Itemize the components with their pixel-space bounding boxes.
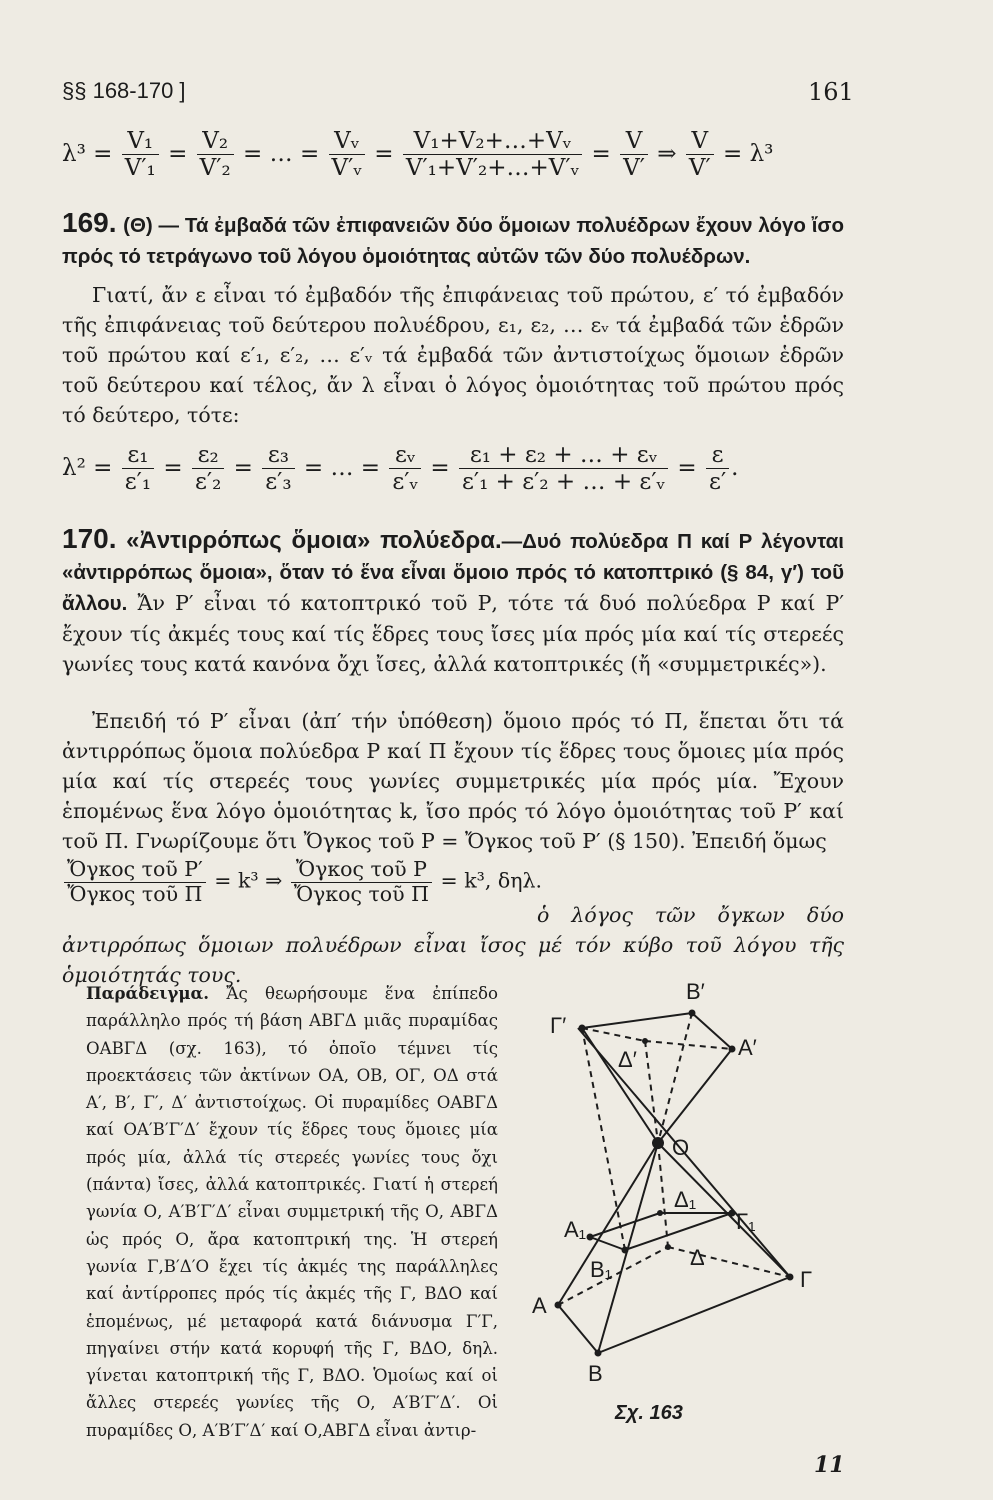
section-169-body: Γιατί, ἄν ε εἶναι τό ἐμβαδόν τῆς ἐπιφάνειας τοῦ πρώτου, ε′ τό ἐμβαδόν τῆς ἐπιφάνειας τοῦ δεύτερου πολυέδρου, ε₁, ε₂, … εᵥ τά ἐμβαδά τῶν ἑδρῶν τοῦ πρώτου καί ε′₁, ε′₂, … ε′ᵥ τά ἐμβαδά τῶν ἀντιστοίχως ὅμοιων ἑδρῶν τοῦ δεύτερου καί τέλος, ἄν λ εἶναι ὁ λόγος ὁμοιότητας τοῦ πρώτου πρός τό δεύτερο, τότε: bbox=[62, 283, 844, 427]
edge-Gp-Dp bbox=[582, 1028, 645, 1041]
conclusion: ὁ λόγος τῶν ὄγκων δύο ἀντιρρόπως ὅμοιων πολυέδρων εἶναι ἴσος μέ τόν κύβο τοῦ λόγου τῆς ὁμοιότητάς τους. bbox=[62, 903, 844, 987]
label-Dp: Δ′ bbox=[618, 1047, 637, 1072]
section-170-body2: Ἐπειδή τό Ρ′ εἶναι (ἀπ′ τήν ὑπόθεση) ὅμοιο πρός τό Π, ἕπεται ὅτι τά ἀντιρρόπως ὅμοια πολύεδρα Ρ καί Π ἔχουν τίς ἕδρες τους ὅμοιες μία πρός μία καί τίς στερεές τους γωνίες συμμετρικές μία πρός μία. Ἔχουν ἑπομένως ἕνα λόγο ὁμοιότητας k, ἴσο πρός τό λόγο ὁμοιότητας τοῦ Ρ′ καί τοῦ Π. Γνωρίζουμε ὅτι Ὄγκος τοῦ Ρ = Ὄγκος τοῦ Ρ′ (§ 150). Ἐπειδή ὅμως bbox=[62, 709, 844, 853]
edge-D-G bbox=[668, 1247, 790, 1277]
antirropic-volume-equation: $\frac{\text{Ὄγκος τοῦ Ρ′}}{\text{Ὄγκος τοῦ Π}}$ = k³ ⇒ $\frac{\text{Ὄγκος τοῦ Ρ}}{\text{Ὄγκος τοῦ Π}}$ = k³, δηλ. bbox=[62, 858, 542, 906]
section-169-title: (Θ) — Τά ἐμβαδά τῶν ἐπιφανειῶν δύο ὅμοιων πολυέδρων ἔχουν λόγο ἴσο πρός τό τετράγωνο τοῦ λόγου ὁμοιότητας αὐτῶν τῶν δύο πολυέδρων. bbox=[62, 214, 844, 268]
label-D: Δ bbox=[690, 1245, 705, 1270]
label-G: Γ bbox=[800, 1267, 813, 1292]
edge-B-G bbox=[598, 1277, 790, 1353]
label-A1: Α₁ bbox=[564, 1217, 587, 1242]
edge-O-D bbox=[658, 1143, 668, 1247]
section-170-body1: Ἄν Ρ′ εἶναι τό κατοπτρικό τοῦ Ρ, τότε τά δυό πολύεδρα Ρ καί Ρ′ ἔχουν τίς ἀκμές τους καί τίς ἕδρες τους ἴσες μία πρός μία καί τίς στερεές γωνίες τους κατά κανόνα ὄχι ἴσες, ἀλλά κατοπτρικές (ἤ «συμμετρικές»). bbox=[62, 591, 844, 676]
edge-A-D bbox=[558, 1247, 668, 1305]
edge-Ap-O bbox=[658, 1049, 732, 1143]
section-170 bbox=[62, 524, 844, 679]
label-G1: Γ₁ bbox=[736, 1209, 756, 1234]
edge-Bp-Ap bbox=[692, 1013, 732, 1049]
section-170-number: 170. bbox=[62, 523, 117, 554]
example-text: Ἄς θεωρήσουμε ἕνα ἐπίπεδο παράλληλο πρός τή βάση ΑΒΓΔ μιᾶς πυραμίδας ΟΑΒΓΔ (σχ. 163), τό ὁποῖο τέμνει τίς προεκτάσεις τῶν ἀκτίνων ΟΑ, ΟΒ, ΟΓ, ΟΔ στά Α′, Β′, Γ′, Δ′ ἀντιστοίχως. Οἱ πυραμίδες ΟΑΒΓΔ καί ΟΑ′Β′Γ′Δ′ ἔχουν τίς ἕδρες τους ὅμοιες μία πρός μία, ἀλλά τίς στερεές γωνίες τους ὄχι (πάντα) ἴσες, ἀλλά κατοπτρικές. Γιατί ἡ στερεή γωνία Ο, Α′Β′Γ′Δ′ εἶναι συμμετρική τῆς Ο, ΑΒΓΔ ὡς πρός Ο, ἄρα κατοπτρική της. Ἡ στερεή γωνία Γ,Β′Δ′Ο ἔχει τίς ἀκμές της παράλληλες καί ἀντίρροπες πρός τίς ἀκμές τῆς Γ, ΒΔΟ καί ἑπομένως, μέ μεταφορά κατά διάνυσμα Γ′Γ, πηγαίνει στήν κατά κορυφή τῆς Γ, ΒΔΟ, δηλ. γίνεται κατοπτρική τῆς Γ, ΒΔΟ. Ὁμοίως καί οἱ ἄλλες στερεές γωνίες τῆς Ο, Α′Β′Γ′Δ′. Οἱ πυραμίδες Ο, Α′Β′Γ′Δ′ καί Ο,ΑΒΓΔ εἶναι ἀντιρ- bbox=[86, 984, 498, 1440]
section-range: §§ 168-170 ] bbox=[62, 78, 186, 103]
volume-ratio-equation: λ³ = $\frac{\text{V₁}}{\text{V′₁}}$ = $\frac{\text{V₂}}{\text{V′₂}}$ = … = $\frac{\text{Vᵥ}}{\text{V′ᵥ}}$ = $\frac{\text{V₁+V₂+…+Vᵥ}}{\text{V′₁+V′₂+…+V′ᵥ}}$ = $\frac{V}{V'}$ ⇒ $\frac{V}{V'}$ = λ³ bbox=[62, 128, 774, 182]
edge-A1-D1 bbox=[590, 1213, 660, 1237]
signature-mark: 11 bbox=[814, 1452, 845, 1478]
edge-Bp-O bbox=[658, 1013, 692, 1143]
page-number: 161 bbox=[808, 78, 854, 106]
vertex-O bbox=[652, 1137, 664, 1149]
section-169 bbox=[62, 208, 844, 272]
label-O: Ο bbox=[672, 1135, 690, 1160]
label-B: Β bbox=[588, 1361, 603, 1386]
example-paragraph bbox=[86, 980, 498, 1444]
example-label: Παράδειγμα. bbox=[86, 983, 210, 1003]
label-Gp: Γ′ bbox=[550, 1013, 567, 1038]
area-ratio-equation: λ² = $\frac{\text{ε₁}}{\text{ε′₁}}$ = $\frac{\text{ε₂}}{\text{ε′₂}}$ = $\frac{\text{ε₃}}{\text{ε′₃}}$ = … = $\frac{\text{εᵥ}}{\text{ε′ᵥ}}$ = $\frac{\text{ε₁ + ε₂ + … + εᵥ}}{\text{ε′₁ + ε′₂ + … + ε′ᵥ}}$ = $\frac{\varepsilon}{\varepsilon'}$ . bbox=[62, 442, 739, 496]
label-B1: Β₁ bbox=[590, 1257, 613, 1282]
edge-Gp-Bp bbox=[582, 1013, 692, 1028]
label-Bp: Β′ bbox=[686, 979, 705, 1004]
label-D1: Δ₁ bbox=[674, 1187, 697, 1212]
section-169-number: 169. bbox=[62, 207, 117, 238]
figure-caption: Σχ. 163 bbox=[615, 1402, 683, 1424]
section-170-title: «Ἀντιρρόπως ὅμοια» πολύεδρα. bbox=[126, 527, 502, 554]
edge-Dp-Ap bbox=[645, 1041, 732, 1049]
section-170-lead: —Δυό πολύεδρα Π καί Ρ λέγονται «ἀντιρρόπως ὅμοια», ὅταν τό ἕνα εἶναι ὅμοιο πρός τό κατοπτρικό (§ 84, γ′) τοῦ ἄλλου. bbox=[62, 530, 844, 615]
edge-A-B bbox=[558, 1305, 598, 1353]
figure-163 bbox=[510, 975, 870, 1435]
label-Ap: Α′ bbox=[738, 1035, 757, 1060]
label-A: Α bbox=[532, 1293, 547, 1318]
